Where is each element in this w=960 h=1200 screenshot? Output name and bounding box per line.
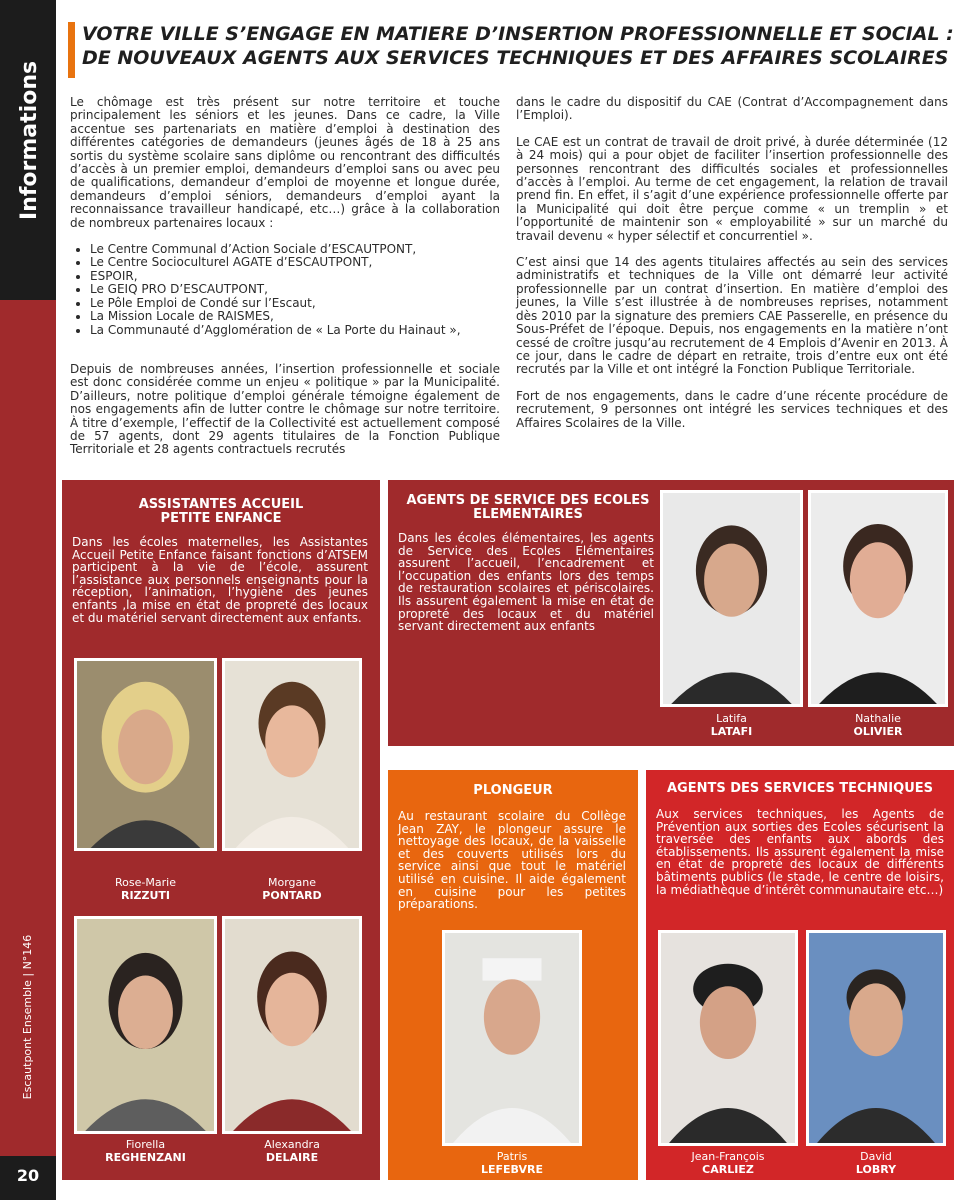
person-caption — [808, 712, 948, 738]
person-first-name: Rose-Marie — [115, 876, 176, 889]
person-last-name: RIZZUTI — [120, 889, 171, 902]
panel-services-techniques — [646, 770, 954, 1180]
title-line-2: DE NOUVEAUX AGENTS AUX SERVICES TECHNIQUES ET DES AFFAIRES SCOLAIRES — [82, 47, 949, 69]
article-column-1 — [70, 96, 500, 470]
person-last-name: LATAFI — [710, 725, 753, 738]
panel-title — [388, 494, 668, 522]
article-paragraph: Fort de nos engagements, dans le cadre d’une récente procédure de recrutement, 9 personnes ont intégré les services techniques et des Affaires Scolaires de la Ville. — [516, 388, 948, 430]
portrait-photo — [806, 930, 946, 1146]
portrait-photo — [222, 658, 362, 851]
person-last-name: PONTARD — [262, 889, 322, 902]
person-first-name: Patris — [496, 1150, 528, 1163]
person-last-name: CARLIEZ — [702, 1163, 754, 1176]
panel-title-line: PETITE ENFANCE — [160, 511, 282, 526]
list-item: • Le Centre Socioculturel AGATE d’ESCAUTPONT, — [90, 256, 500, 269]
panel-title-line: AGENTS DE SERVICE DES ECOLES — [406, 493, 650, 508]
portrait-photo — [74, 916, 217, 1134]
list-item: • La Mission Locale de RAISMES, — [90, 310, 500, 323]
person-last-name: REGHENZANI — [105, 1151, 186, 1164]
article-paragraph: Le chômage est très présent sur notre territoire et touche principalement les séniors et les jeunes. Dans ce cadre, la Ville accentue ses partenariats en matière d’emploi à destination des différentes catégories de demandeurs (jeunes âgés de 18 à 25 ans sortis du système scolaire sans diplôme ou rencontrant des difficultés d’accès à un premier emploi, demandeurs d’emploi sans ou avec peu de qualifications, demandeur d’emploi de moyenne et longue durée, demandeurs d’emploi séniors, demandeurs d’emploi ayant la reconnaissance travailleur handicapé, etc…) grâce à la collaboration de nombreux partenaires locaux : — [70, 95, 500, 230]
article-paragraph: Le CAE est un contrat de travail de droit privé, à durée déterminée (12 à 24 mois) qui a pour objet de faciliter l’insertion professionnelle des personnes rencontrant des difficultés sociales et professionnelles d’accès à l’emploi. Au terme de cet engagement, la relation de travail prend fin. En effet, il s’agit d’une expérience professionnelle offerte par la Municipalité qui doit être perçue comme « un tremplin » et l’opportunité de maintenir son « employabilité » sur un marché du travail devenu « hyper sélectif et concurrentiel ». — [516, 134, 948, 243]
person-caption — [222, 1138, 362, 1164]
panel-assistantes-accueil — [62, 480, 380, 1180]
panel-title: AGENTS DES SERVICES TECHNIQUES — [666, 781, 933, 796]
article-paragraph: C’est ainsi que 14 des agents titulaires affectés au sein des services administratifs et techniques de la Ville ont démarré leur activité professionnelle par un contrat d’insertion. En matière d’emploi des jeunes, la Ville s’est illustrée à de nombreuses reprises, notamment dès 2010 par la signature des premiers CAE Passerelle, en présence du Sous-Préfet de l’époque. Depuis, nos engagements en la matière n’ont cessé de croître jusqu’au recrutement de 4 Emplois d’Avenir en 2013. À ce jour, dans le cadre de départ en retraite, trois d’entre eux ont été recrutés par la Ville et ont intégré la Fonction Publique Territoriale. — [516, 255, 949, 377]
person-last-name: OLIVIER — [853, 725, 903, 738]
person-caption — [660, 712, 803, 738]
person-last-name: LEFEBVRE — [481, 1163, 543, 1176]
panel-text: Dans les écoles élémentaires, les agents de Service des Ecoles Elémentaires assurent l’accueil, l’encadrement et l’occupation des enfants lors des temps de restauration scolaires et périscolaires. Ils assurent également la mise en état de propreté des locaux et du matériel servant directement aux enfants — [398, 531, 654, 634]
portrait-photo — [442, 930, 582, 1146]
portrait-photo — [74, 658, 217, 851]
article-paragraph: dans le cadre du dispositif du CAE (Contrat d’Accompagnement dans l’Emploi). — [516, 95, 948, 123]
person-caption — [806, 1150, 946, 1176]
magazine-label: Escautpont Ensemble | N°146 — [21, 934, 34, 1100]
person-first-name: Morgane — [267, 876, 316, 889]
portrait-photo — [222, 916, 362, 1134]
person-caption — [442, 1150, 582, 1176]
article-column-2 — [516, 96, 948, 443]
panel-text: Aux services techniques, les Agents de Prévention aux sorties des Ecoles sécurisent la traversée des enfants aux abords des établissements. Ils assurent également la mise en état de propreté des locaux de différents bâtiments publics (le stade, le centre de loisirs, la médiathèque d’intérêt communautaire etc…) — [656, 807, 944, 897]
partners-list — [70, 243, 500, 337]
person-caption — [74, 1138, 217, 1164]
section-label: Informations — [17, 60, 42, 220]
page-title — [82, 22, 952, 70]
person-first-name: Alexandra — [264, 1138, 320, 1151]
person-last-name: DELAIRE — [265, 1151, 319, 1164]
person-caption — [74, 876, 217, 902]
list-item: • Le Centre Communal d’Action Sociale d’ESCAUTPONT, — [90, 243, 500, 256]
list-item: • Le Pôle Emploi de Condé sur l’Escaut, — [90, 297, 500, 310]
page-number: 20 — [0, 1156, 56, 1200]
panel-title — [62, 498, 380, 526]
list-item: • La Communauté d’Agglomération de « La Porte du Hainaut », — [90, 324, 500, 337]
panel-plongeur — [388, 770, 638, 1180]
panel-title: PLONGEUR — [473, 783, 553, 798]
list-item: • ESPOIR, — [90, 270, 500, 283]
person-caption — [658, 1150, 798, 1176]
panel-title-line: ASSISTANTES ACCUEIL — [138, 497, 304, 512]
panel-text: Dans les écoles maternelles, les Assistantes Accueil Petite Enfance faisant fonctions d’ATSEM participent à la vie de l’école, assurent l’assistance aux personnels enseignants pour la réception, l’animation, l’hygiène des jeunes enfants ,la mise en état de propreté des locaux et du matériel servant directement aux enfants. — [72, 535, 368, 625]
panel-text: Au restaurant scolaire du Collège Jean ZAY, le plongeur assure le nettoyage des locaux, de la vaisselle et des couverts utilisés lors du service ainsi que tout le matériel utilisé en cuisine. Il aide également en cuisine pour les petites préparations. — [398, 809, 626, 912]
article-paragraph: Depuis de nombreuses années, l’insertion professionnelle et sociale est donc considérée comme un enjeu « politique » par la Municipalité. D’ailleurs, notre politique d’emploi générale témoigne également de nos engagements afin de lutter contre le chômage sur notre territoire. À titre d’exemple, l’effectif de la Collectivité est actuellement composé de 57 agents, dont 29 agents titulaires de la Fonction Publique Territoriale et 28 agents contractuels recrutés — [70, 361, 500, 457]
title-accent-bar — [68, 22, 75, 78]
portrait-photo — [658, 930, 798, 1146]
person-first-name: Fiorella — [125, 1138, 166, 1151]
person-last-name: LOBRY — [855, 1163, 897, 1176]
person-first-name: Latifa — [716, 712, 747, 725]
title-line-1: VOTRE VILLE S’ENGAGE EN MATIERE D’INSERTION PROFESSIONNELLE ET SOCIAL : — [82, 23, 954, 45]
person-caption — [222, 876, 362, 902]
panel-agents-ecoles — [388, 480, 954, 746]
panel-title-line: ELEMENTAIRES — [473, 507, 583, 522]
person-first-name: Jean-François — [691, 1150, 765, 1163]
person-first-name: David — [860, 1150, 892, 1163]
person-first-name: Nathalie — [855, 712, 901, 725]
list-item: • Le GEIQ PRO D’ESCAUTPONT, — [90, 283, 500, 296]
portrait-photo — [808, 490, 948, 707]
portrait-photo — [660, 490, 803, 707]
